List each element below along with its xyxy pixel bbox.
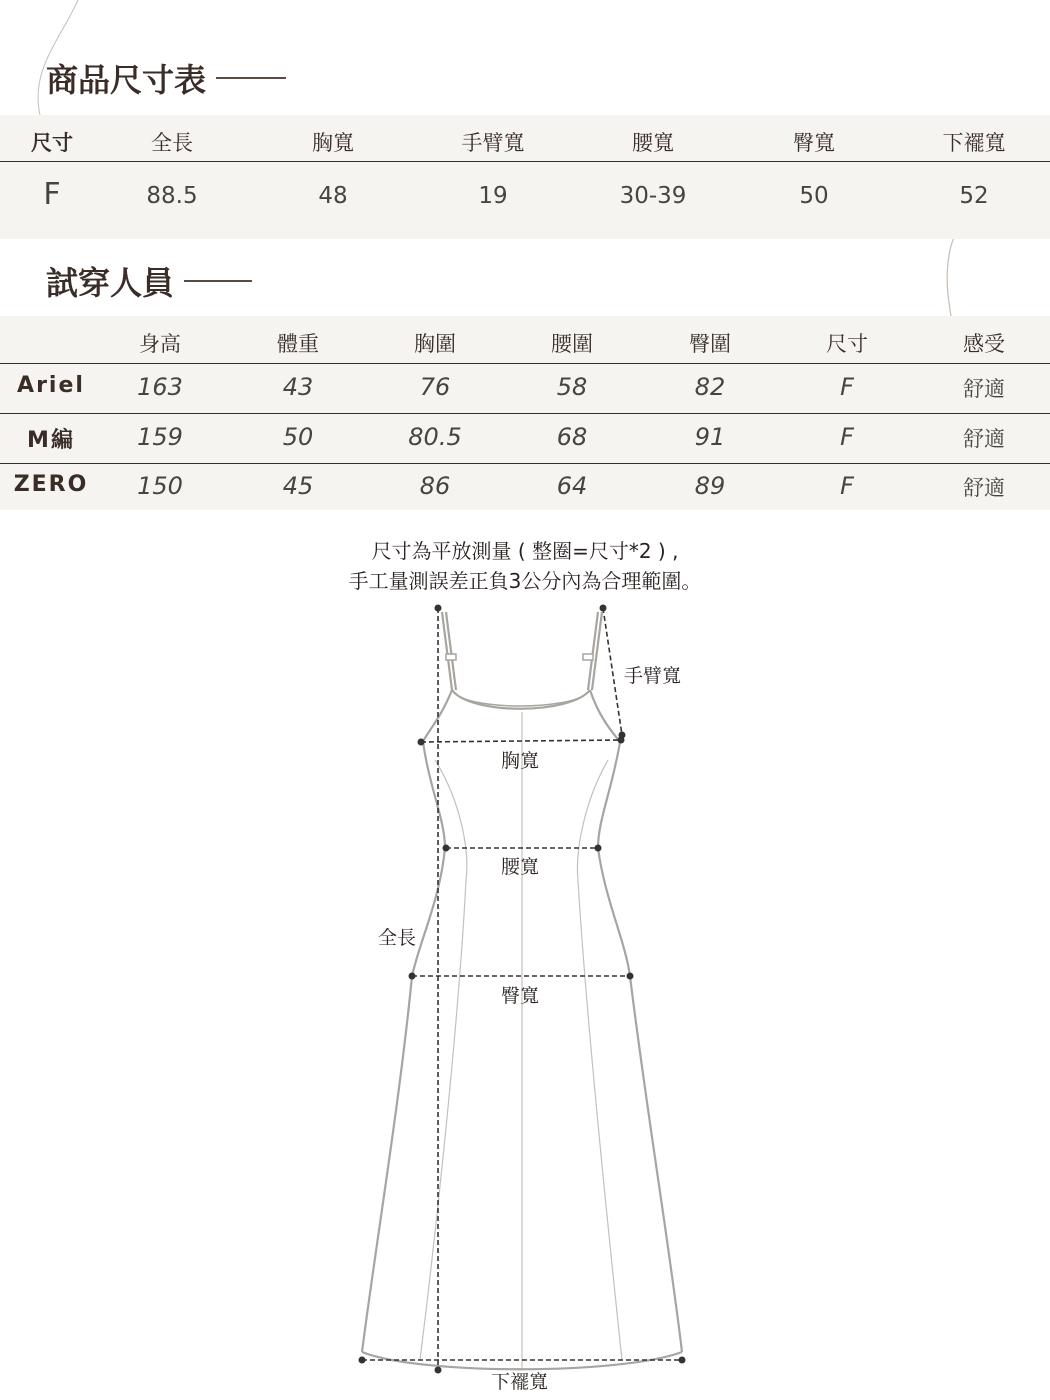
measure-dot: [435, 1367, 442, 1374]
tryon-hip: 91: [694, 423, 726, 451]
header-weight: 體重: [277, 332, 319, 356]
label-full-length: 全長: [378, 927, 417, 949]
right-strap: [588, 612, 598, 690]
tryon-hip: 82: [694, 373, 726, 401]
header-waist-circ: 腰圍: [551, 332, 593, 356]
size-chart-table: [0, 115, 1050, 239]
left-strap: [442, 612, 452, 690]
header-hip: 臀寬: [793, 131, 835, 155]
size-chart-header: [0, 115, 1050, 162]
tryon-size: F: [840, 423, 854, 451]
tryon-weight: 43: [282, 373, 314, 401]
cell-hem: 52: [959, 183, 989, 209]
measure-dot: [600, 605, 607, 612]
label-arm-width: 手臂寬: [624, 665, 682, 687]
header-height: 身高: [139, 332, 181, 356]
header-chest: 胸寬: [312, 131, 354, 155]
tryon-waist: 64: [556, 472, 588, 500]
tryon-weight: 45: [282, 472, 314, 500]
cell-hip: 50: [799, 183, 829, 209]
measure-dot: [619, 732, 626, 739]
tryon-bust: 80.5: [408, 423, 462, 451]
dress-left-side: [362, 690, 452, 1352]
cell-size: F: [43, 177, 61, 212]
label-hip-width: 臀寬: [501, 985, 540, 1007]
tryon-bust: 86: [419, 472, 451, 500]
measure-dot: [409, 973, 416, 980]
header-size: 尺寸: [826, 332, 868, 356]
header-waist: 腰寬: [632, 131, 674, 155]
size-chart-title: 商品尺寸表: [46, 55, 286, 101]
label-waist-width: 腰寬: [501, 856, 540, 878]
tryon-name: ZERO: [13, 472, 89, 497]
tryon-bust: 76: [419, 373, 451, 401]
tryon-height: 163: [137, 373, 183, 401]
tryon-name: M編: [27, 428, 75, 453]
measurement-note-line1: 尺寸為平放測量 ( 整圈=尺寸*2 ) ,: [371, 539, 679, 563]
measurement-note-line2: 手工量測誤差正負3公分內為合理範圍。: [348, 569, 702, 593]
tryon-height: 159: [137, 423, 183, 451]
header-size: 尺寸: [31, 131, 73, 155]
tryon-feel: 舒適: [963, 377, 1005, 401]
measure-dot: [595, 845, 602, 852]
cell-chest: 48: [318, 183, 348, 209]
header-bust: 胸圍: [414, 332, 456, 356]
cell-arm: 19: [478, 183, 508, 209]
measure-dot: [435, 605, 442, 612]
left-adjuster: [446, 654, 456, 660]
header-feel: 感受: [963, 332, 1005, 356]
tryon-header: [0, 316, 1050, 364]
tryon-hip: 89: [694, 472, 726, 500]
tryon-title: 試穿人員: [46, 258, 252, 304]
header-arm: 手臂寬: [461, 131, 525, 155]
measure-dot: [627, 973, 634, 980]
label-hem-width: 下襬寬: [491, 1371, 549, 1393]
right-adjuster: [583, 654, 593, 660]
measure-dot: [418, 739, 425, 746]
title-rule: [184, 280, 252, 282]
tryon-feel: 舒適: [963, 476, 1005, 500]
tryon-feel: 舒適: [963, 427, 1005, 451]
tryon-waist: 58: [556, 373, 588, 401]
neckline: [452, 690, 590, 709]
title-rule: [216, 77, 286, 79]
cell-length: 88.5: [146, 183, 198, 209]
tryon-waist: 68: [556, 423, 588, 451]
label-chest-width: 胸寬: [501, 750, 540, 772]
tryon-size: F: [840, 472, 854, 500]
measure-dot: [359, 1357, 366, 1364]
header-hem: 下襬寬: [942, 131, 1006, 155]
right-dart: [577, 760, 622, 1360]
header-hip-circ: 臀圍: [689, 332, 731, 356]
measure-dot: [443, 845, 450, 852]
tryon-weight: 50: [282, 423, 314, 451]
cell-waist: 30-39: [619, 183, 687, 209]
tryon-name: Ariel: [17, 373, 85, 398]
table-row: [0, 463, 1050, 512]
tryon-height: 150: [137, 472, 183, 500]
table-row: [0, 414, 1050, 464]
tryon-table: [0, 316, 1050, 510]
measure-dot: [679, 1357, 686, 1364]
table-row: [0, 364, 1050, 414]
dress-right-side: [590, 690, 682, 1352]
measure-dot: [618, 737, 625, 744]
left-dart: [420, 760, 467, 1360]
chest-measure-line: [421, 740, 621, 742]
arm-measure-line: [603, 608, 622, 735]
header-length: 全長: [151, 131, 193, 155]
tryon-size: F: [840, 373, 854, 401]
